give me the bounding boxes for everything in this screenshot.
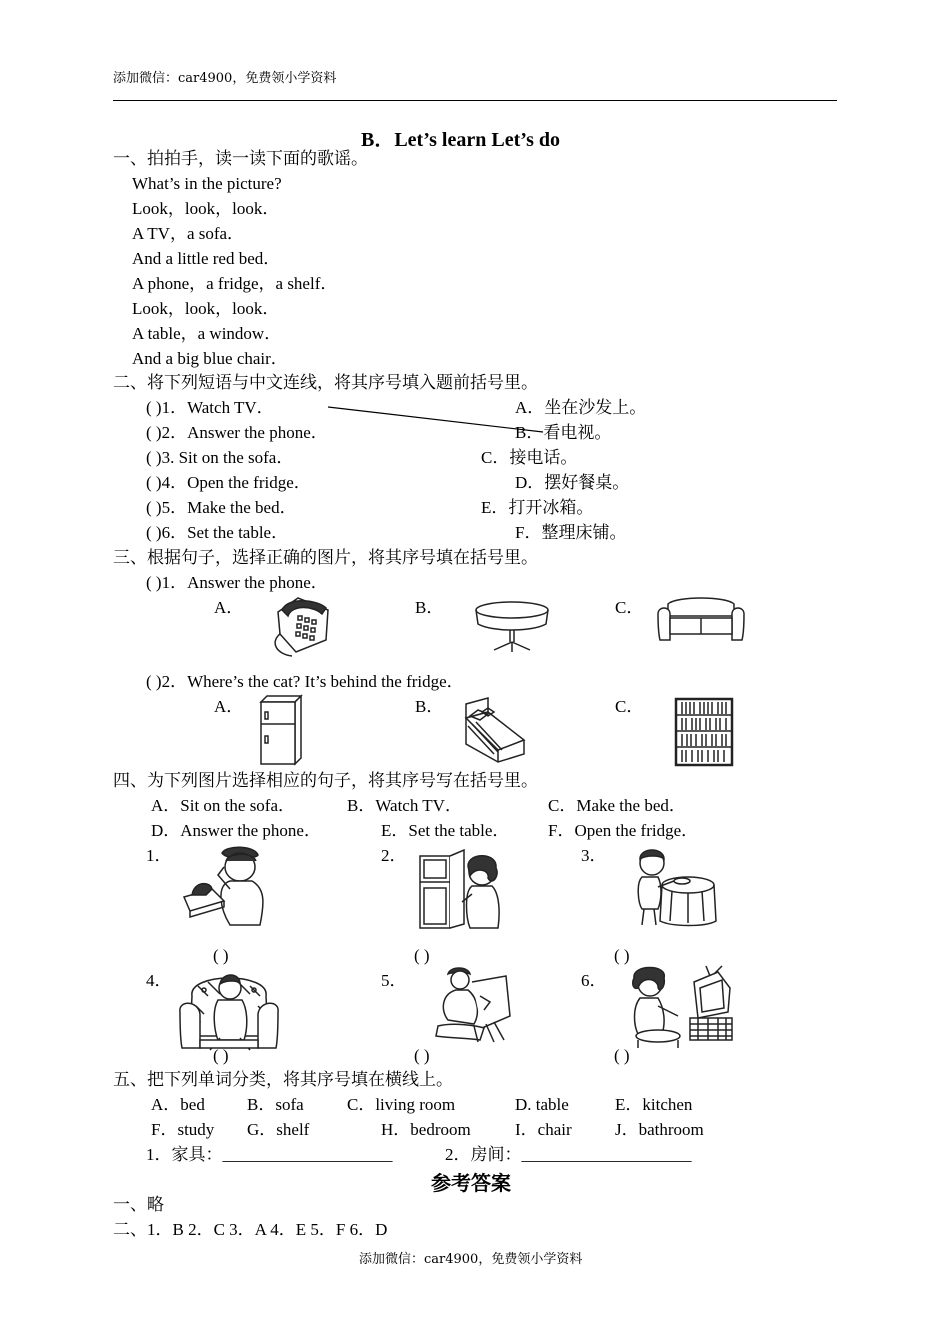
match-chinese: E．打开冰箱。 bbox=[481, 498, 594, 517]
bed-picture bbox=[458, 694, 530, 766]
answer-line: 二、1．B 2．C 3．A 4．E 5．F 6．D bbox=[113, 1220, 388, 1239]
picture-number: 2． bbox=[381, 846, 407, 865]
section-1-heading: 一、拍拍手，读一读下面的歌谣。 bbox=[113, 149, 368, 168]
option-label: B． bbox=[415, 598, 444, 617]
option-label: A． bbox=[214, 697, 244, 716]
furniture-blank: 1．家具：____________________ bbox=[146, 1145, 393, 1164]
match-chinese: D．摆好餐桌。 bbox=[515, 473, 630, 492]
header-note: 添加微信：car4900，免费领小学资料 bbox=[113, 71, 337, 86]
sentence-option: B．Watch TV． bbox=[347, 796, 462, 815]
option-label: C． bbox=[615, 598, 644, 617]
word-option: G．shelf bbox=[247, 1120, 310, 1139]
answer-paren: ( ) bbox=[614, 946, 630, 965]
word-option: J．bathroom bbox=[615, 1120, 704, 1139]
boy-making-bed-picture bbox=[434, 966, 510, 1044]
match-phrase: ( )4．Open the fridge． bbox=[146, 473, 311, 492]
rhyme-line: A TV，a sofa． bbox=[132, 224, 245, 243]
match-phrase: ( )3. Sit on the sofa． bbox=[146, 448, 294, 467]
boy-setting-table-picture bbox=[632, 845, 718, 927]
question-1: ( )1．Answer the phone． bbox=[146, 573, 328, 592]
fridge-picture bbox=[257, 694, 305, 766]
section-5-heading: 五、把下列单词分类，将其序号填在横线上。 bbox=[113, 1070, 453, 1089]
option-label: B． bbox=[415, 697, 444, 716]
answer-paren: ( ) bbox=[213, 946, 229, 965]
answer-line: 一、略 bbox=[113, 1195, 164, 1214]
word-option: C．living room bbox=[347, 1095, 456, 1114]
match-chinese: B．看电视。 bbox=[515, 423, 612, 442]
girl-on-sofa-picture bbox=[178, 966, 280, 1052]
sentence-option: D．Answer the phone． bbox=[151, 821, 321, 840]
match-phrase: ( )5．Make the bed． bbox=[146, 498, 297, 517]
match-chinese: F．整理床铺。 bbox=[515, 523, 627, 542]
answer-key-title: 参考答案 bbox=[431, 1171, 511, 1195]
section-2-heading: 二、将下列短语与中文连线，将其序号填入题前括号里。 bbox=[113, 373, 538, 392]
picture-number: 3． bbox=[581, 846, 607, 865]
rhyme-line: And a big blue chair． bbox=[132, 349, 288, 368]
girl-watching-tv-picture bbox=[628, 964, 732, 1048]
answer-paren: ( ) bbox=[213, 1046, 229, 1065]
picture-number: 4． bbox=[146, 971, 172, 990]
rhyme-line: A table，a window． bbox=[132, 324, 282, 343]
sentence-option: E．Set the table． bbox=[381, 821, 510, 840]
rhyme-line: What’s in the picture? bbox=[132, 174, 282, 193]
match-phrase: ( )2．Answer the phone． bbox=[146, 423, 328, 442]
section-3-heading: 三、根据句子，选择正确的图片，将其序号填在括号里。 bbox=[113, 548, 538, 567]
rhyme-line: Look，look，look． bbox=[132, 299, 280, 318]
option-label: C． bbox=[615, 697, 644, 716]
page-title: B．Let’s learn Let’s do bbox=[361, 129, 561, 151]
footer-note: 添加微信：car4900，免费领小学资料 bbox=[359, 1252, 583, 1267]
picture-number: 1． bbox=[146, 846, 172, 865]
picture-number: 5． bbox=[381, 971, 407, 990]
match-phrase: ( )6．Set the table． bbox=[146, 523, 289, 542]
round-table-picture bbox=[472, 598, 552, 654]
word-option: I．chair bbox=[515, 1120, 572, 1139]
rhyme-line: Look，look，look． bbox=[132, 199, 280, 218]
bookshelf-picture bbox=[674, 697, 734, 767]
section-4-heading: 四、为下列图片选择相应的句子，将其序号写在括号里。 bbox=[113, 771, 538, 790]
answer-paren: ( ) bbox=[614, 1046, 630, 1065]
match-phrase: ( )1．Watch TV． bbox=[146, 398, 274, 417]
picture-number: 6． bbox=[581, 971, 607, 990]
match-chinese: A．坐在沙发上。 bbox=[515, 398, 647, 417]
rhyme-line: And a little red bed． bbox=[132, 249, 281, 268]
sentence-option: F．Open the fridge． bbox=[548, 821, 699, 840]
rhyme-line: A phone，a fridge，a shelf． bbox=[132, 274, 338, 293]
word-option: H．bedroom bbox=[381, 1120, 471, 1139]
word-option: B．sofa bbox=[247, 1095, 304, 1114]
option-label: A． bbox=[214, 598, 244, 617]
question-2: ( )2．Where’s the cat? It’s behind the fridge． bbox=[146, 672, 464, 691]
answer-paren: ( ) bbox=[414, 1046, 430, 1065]
sentence-option: A．Sit on the sofa． bbox=[151, 796, 296, 815]
rooms-blank: 2．房间：____________________ bbox=[445, 1145, 692, 1164]
word-option: D. table bbox=[515, 1095, 569, 1114]
sofa-picture bbox=[656, 596, 746, 646]
telephone-picture bbox=[268, 594, 334, 658]
sentence-option: C．Make the bed． bbox=[548, 796, 686, 815]
boy-answering-phone-picture bbox=[182, 845, 268, 927]
word-option: F．study bbox=[151, 1120, 215, 1139]
word-option: E．kitchen bbox=[615, 1095, 693, 1114]
word-option: A．bed bbox=[151, 1095, 205, 1114]
match-chinese: C．接电话。 bbox=[481, 448, 578, 467]
answer-paren: ( ) bbox=[414, 946, 430, 965]
girl-opening-fridge-picture bbox=[418, 846, 502, 930]
example-match-line bbox=[0, 0, 950, 600]
